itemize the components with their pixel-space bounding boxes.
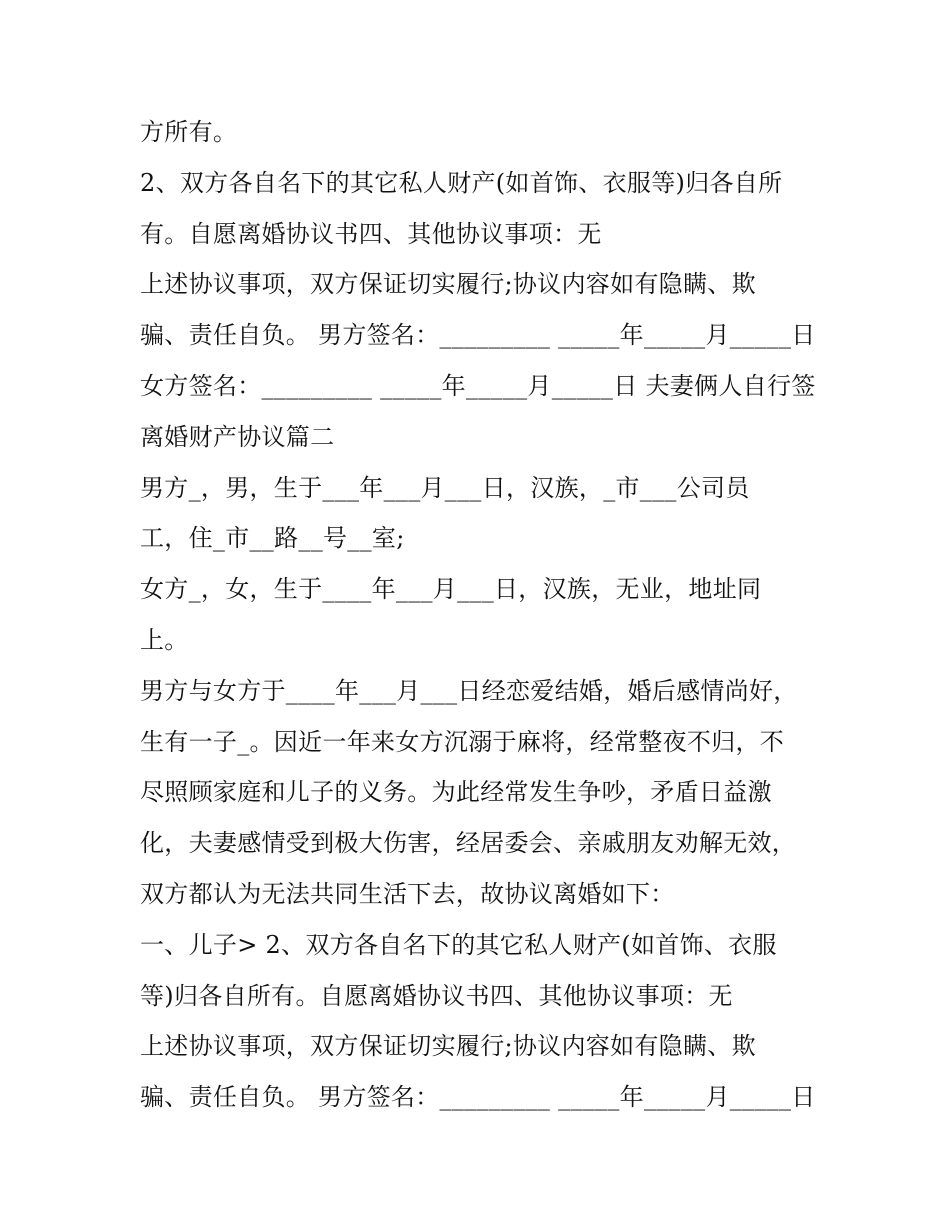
section-heading: 离婚财产协议篇二 (140, 422, 335, 451)
text-line: 骗、责任自负。 男方签名：_________ _____年_____月_____日 (140, 1083, 816, 1112)
text-line: 一、儿子> 2、双方各自名下的其它私人财产(如首饰、衣服 (140, 930, 777, 959)
text-line: 有。自愿离婚协议书四、其他协议事项：无 (140, 219, 602, 248)
text-line: 双方都认为无法共同生活下去，故协议离婚如下： (140, 879, 675, 908)
text-line: 女方_，女，生于____年___月___日，汉族，无业，地址同 (140, 575, 762, 604)
text-line: 2、双方各自名下的其它私人财产(如首饰、衣服等)归各自所 (140, 168, 783, 197)
text-line: 尽照顾家庭和儿子的义务。为此经常发生争吵，矛盾日益激 (140, 778, 772, 807)
text-line: 女方签名：_________ _____年_____月_____日 夫妻俩人自行签 (140, 371, 816, 400)
text-line: 骗、责任自负。 男方签名：_________ _____年_____月_____日 (140, 321, 816, 350)
text-line: 化，夫妻感情受到极大伤害，经居委会、亲戚朋友劝解无效， (140, 829, 797, 858)
text-line: 工，住_市__路__号__室; (140, 524, 405, 553)
text-line: 方所有。 (140, 118, 238, 146)
text-line: 上述协议事项，双方保证切实履行;协议内容如有隐瞒、欺 (140, 1032, 756, 1061)
text-line: 生有一子_。因近一年来女方沉溺于麻将，经常整夜不归，不 (140, 727, 785, 756)
text-line: 男方与女方于____年___月___日经恋爱结婚，婚后感情尚好， (140, 676, 798, 705)
text-line: 男方_，男，生于___年___月___日，汉族，_市___公司员 (140, 473, 750, 502)
text-line: 等)归各自所有。自愿离婚协议书四、其他协议事项：无 (140, 981, 733, 1010)
text-line: 上述协议事项，双方保证切实履行;协议内容如有隐瞒、欺 (140, 270, 756, 299)
text-line: 上。 (140, 625, 189, 654)
document-body (140, 107, 820, 1123)
